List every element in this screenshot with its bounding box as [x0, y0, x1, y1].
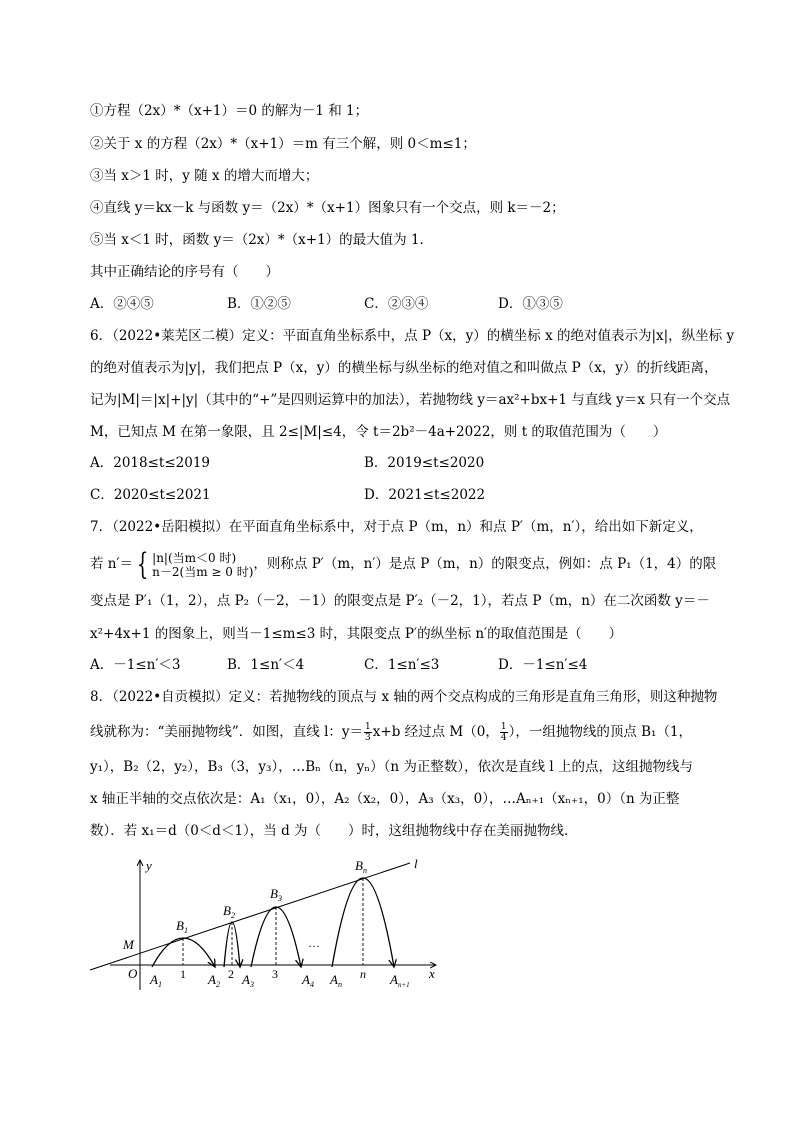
fraction-numerator: 1 — [365, 722, 371, 732]
q7-option-c: C．1≤n′≤3 — [364, 657, 440, 673]
q7-option-a: A．－1≤n′＜3 — [90, 657, 181, 673]
q8-line-2 — [90, 719, 692, 745]
tick-3: 3 — [272, 967, 278, 981]
q5-option-a: A．②④⑤ — [90, 296, 154, 312]
q5-option-d: D．①③⑤ — [498, 296, 563, 312]
fraction-one-third — [364, 722, 372, 743]
line-l-label: l — [414, 856, 418, 871]
question-prompt: 其中正确结论的序号有（ ） — [90, 264, 279, 280]
q6-option-c: C．2020≤t≤2021 — [90, 487, 211, 503]
case-2: n－2(当m ≥ 0 时) — [152, 564, 254, 579]
figure-labels — [122, 856, 435, 989]
q7-line-3: 变点是 P′₁（1，2），点 P₂（－2，－1）的限变点是 P′₂（－2，1），若点 P（m，n）在二次函数 y＝－ — [90, 593, 710, 609]
q7-line-4: x²+4x+1 的图象上，则当－1≤m≤3 时，其限变点 P′的纵坐标 n′的取值范围是（ ） — [90, 626, 623, 642]
point-a4-label: $A_4$ — [302, 972, 314, 989]
point-m-label: M — [123, 937, 134, 952]
q8-line-2-middle: x+b 经过点 M（0， — [372, 724, 499, 740]
q7-option-d: D．－1≤n′≤4 — [498, 657, 588, 673]
line-l — [90, 863, 410, 970]
fraction-numerator: 1 — [500, 722, 507, 732]
statement-4: ④直线 y＝kx－k 与函数 y＝（2x）*（x+1）图象只有一个交点，则 k＝－2； — [90, 200, 565, 216]
y-axis-label: y — [146, 858, 152, 873]
point-an1-label: $A_{n+1}$ — [390, 972, 410, 989]
q7-option-b: B．1≤n′＜4 — [227, 657, 305, 673]
point-an-label: $A_n$ — [330, 972, 342, 989]
fraction-denominator: 4 — [500, 733, 507, 743]
point-a3-label: $A_3$ — [242, 972, 254, 989]
q8-line-5: 数）．若 x₁＝d（0＜d＜1），当 d 为（ ）时，这组抛物线中存在美丽抛物线． — [90, 823, 578, 839]
statement-5: ⑤当 x＜1 时，函数 y＝（2x）*（x+1）的最大值为 1． — [90, 232, 434, 248]
q8-line-1: 8．（2022•自贡模拟）定义：若抛物线的顶点与 x 轴的两个交点构成的三角形是直角三角形，则这种抛物 — [90, 689, 718, 705]
point-b1-label: $B_1$ — [176, 918, 188, 935]
q6-line-3: 记为|M|＝|x|+|y|（其中的“+”是四则运算中的加法），若抛物线 y＝ax²+bx+1 与直线 y＝x 只有一个交点 — [90, 392, 731, 408]
origin-label: O — [128, 966, 138, 981]
q5-option-c: C．②③④ — [364, 296, 429, 312]
q8-line-2-prefix: 线就称为：“美丽抛物线”．如图，直线 l：y＝ — [90, 724, 364, 740]
q8-line-3: y₁），B₂（2，y₂），B₃（3，y₃），…Bₙ（n，yₙ）（n 为正整数），依次是直线 l 上的点，这组抛物线与 — [90, 759, 694, 775]
q6-line-2: 的绝对值表示为|y|，我们把点 P（x，y）的横坐标与纵坐标的绝对值之和叫做点 P（x，y）的折线距离， — [90, 360, 718, 376]
tick-1: 1 — [180, 967, 186, 981]
piecewise-cases — [152, 551, 253, 579]
tick-n: n — [360, 967, 366, 981]
x-axis-label: x — [429, 966, 435, 981]
statement-1: ①方程（2x）*（x+1）＝0 的解为－1 和 1； — [90, 103, 369, 119]
q7-line-2 — [90, 546, 717, 582]
case-1: |n|(当m＜0 时) — [152, 550, 237, 565]
q6-line-4: M，已知点 M 在第一象限，且 2≤|M|≤4，令 t＝2b²－4a+2022，则 t 的取值范围为（ ） — [90, 424, 667, 440]
fraction-denominator: 3 — [365, 733, 371, 743]
q7-line-2-prefix: 若 n′＝ — [90, 556, 134, 572]
q7-line-1: 7．（2022•岳阳模拟）在平面直角坐标系中，对于点 P（m，n）和点 P′（m，n′），给出如下新定义， — [90, 519, 703, 535]
q6-option-a: A．2018≤t≤2019 — [90, 455, 211, 471]
q8-line-2-suffix: ），一组抛物线的顶点 B₁（1， — [508, 724, 693, 740]
point-a2-label: $A_2$ — [208, 972, 220, 989]
point-a1-label: $A_1$ — [150, 972, 162, 989]
brace-symbol: { — [136, 546, 149, 582]
q6-option-b: B．2019≤t≤2020 — [364, 455, 485, 471]
point-bn-label: $B_n$ — [355, 858, 367, 875]
q7-line-2-suffix: ，则称点 P′（m，n′）是点 P（m，n）的限变点，例如：点 P₁（1，4）的限 — [253, 556, 717, 572]
point-b3-label: $B_3$ — [270, 886, 282, 903]
ellipsis-dots: … — [308, 936, 320, 950]
parabola-figure — [80, 850, 450, 1000]
q6-option-d: D．2021≤t≤2022 — [364, 487, 486, 503]
tick-2: 2 — [228, 967, 234, 981]
point-b2-label: $B_2$ — [223, 903, 235, 920]
q5-option-b: B．①②⑤ — [227, 296, 291, 312]
q8-line-4: x 轴正半轴的交点依次是：A₁（x₁，0），A₂（x₂，0），A₃（x₃，0），…Aₙ₊₁（xₙ₊₁，0）（n 为正整 — [90, 791, 680, 807]
statement-3: ③当 x＞1 时，y 随 x 的增大而增大； — [90, 168, 319, 184]
statement-2: ②关于 x 的方程（2x）*（x+1）＝m 有三个解，则 0＜m≤1； — [90, 136, 476, 152]
q6-line-1: 6．（2022•莱芜区二模）定义：平面直角坐标系中，点 P（x，y）的横坐标 x 的绝对值表示为|x|，纵坐标 y — [90, 328, 735, 344]
fraction-one-quarter — [500, 722, 508, 743]
